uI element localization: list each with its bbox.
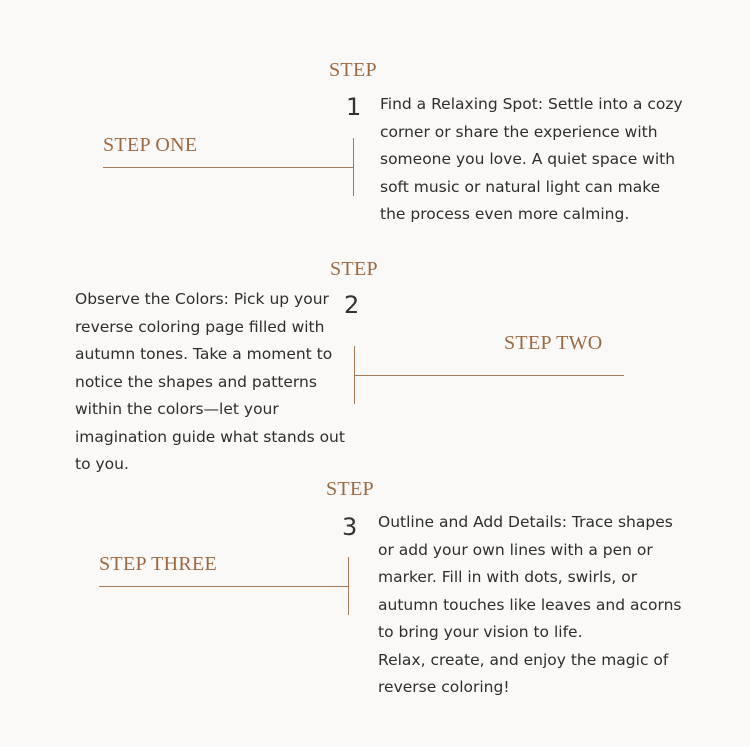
- step-1-line: someone you love. A quiet space with: [380, 150, 676, 168]
- step-3-divider-vertical: [348, 557, 349, 615]
- step-3-description: [378, 509, 681, 702]
- step-1-line: soft music or natural light can make: [380, 177, 661, 196]
- step-3-line: Relax, create, and enjoy the magic of: [378, 650, 669, 669]
- step-2-line: Observe the Colors: Pick up your: [75, 290, 329, 308]
- step-3-line: Outline and Add Details: Trace shapes: [378, 513, 673, 531]
- step-2-header: STEP: [330, 258, 378, 280]
- step-3-header: STEP: [326, 478, 374, 500]
- step-3-line: or add your own lines with a pen or: [378, 540, 653, 559]
- step-1-description: [380, 91, 683, 229]
- step-1-line: corner or share the experience with: [380, 122, 658, 141]
- step-3-number: 3: [342, 513, 358, 541]
- step-2-divider-horizontal: [354, 375, 624, 376]
- step-2-line: imagination guide what stands out: [75, 427, 345, 446]
- step-1-line: the process even more calming.: [380, 205, 630, 223]
- step-2-number: 2: [344, 291, 360, 319]
- step-2-label: STEP TWO: [504, 332, 603, 354]
- step-2-description: [75, 286, 345, 479]
- step-2-line: within the colors—let your: [75, 400, 279, 418]
- step-1-divider-vertical: [353, 138, 354, 196]
- step-2-line: notice the shapes and patterns: [75, 372, 317, 391]
- step-1-label: STEP ONE: [103, 134, 198, 156]
- step-1-divider-horizontal: [103, 167, 353, 168]
- step-1-number: 1: [346, 93, 362, 121]
- step-3-line: autumn touches like leaves and acorns: [378, 595, 682, 614]
- step-2-line: autumn tones. Take a moment to: [75, 345, 333, 363]
- step-1-line: Find a Relaxing Spot: Settle into a cozy: [380, 95, 683, 113]
- step-3-line: to bring your vision to life.: [378, 623, 583, 641]
- step-3-line: reverse coloring!: [378, 678, 510, 696]
- step-3-line: marker. Fill in with dots, swirls, or: [378, 568, 638, 586]
- step-2-line: to you.: [75, 455, 129, 473]
- step-3-label: STEP THREE: [99, 553, 218, 575]
- step-3-divider-horizontal: [99, 586, 349, 587]
- step-2-line: reverse coloring page filled with: [75, 317, 325, 336]
- step-1-header: STEP: [329, 59, 377, 81]
